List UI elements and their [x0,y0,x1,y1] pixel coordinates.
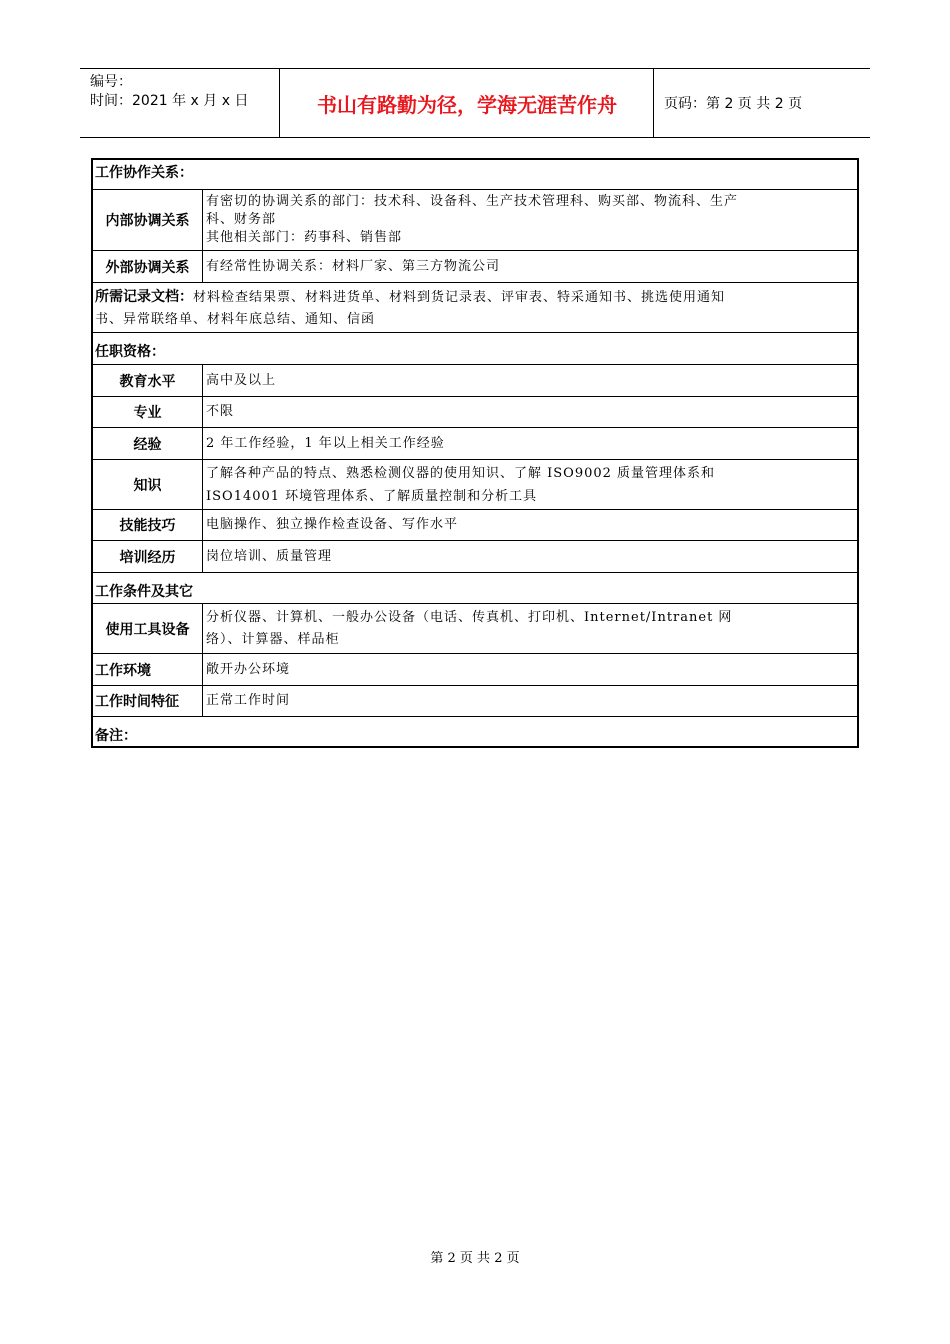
education-value: 高中及以上 [206,372,277,388]
records-content [93,283,857,331]
tools-value [206,604,855,653]
training-value: 岗位培训、质量管理 [206,548,333,564]
environment-label: 工作环境 [93,654,203,685]
page-header [80,68,870,138]
tools-line-1: 分析仪器、计算机、一般办公设备（电话、传真机、打印机、Internet/Intranet 网 [206,609,733,625]
skills-row [93,510,857,541]
conditions-section-title: 工作条件及其它 [93,573,857,604]
skills-label: 技能技巧 [93,510,203,540]
training-label: 培训经历 [93,541,203,572]
internal-coordination-value [206,190,855,250]
number-label: 编号： [90,74,132,90]
cooperation-section-title: 工作协作关系： [93,160,857,190]
header-meta [80,69,280,137]
knowledge-label: 知识 [93,460,203,509]
environment-row [93,654,857,686]
major-value: 不限 [206,404,235,419]
knowledge-row [93,460,857,510]
knowledge-value [206,460,855,509]
environment-value: 敞开办公环境 [206,661,291,677]
internal-coordination-label: 内部协调关系 [93,190,203,250]
experience-label: 经验 [93,428,203,459]
header-page-info: 页码：第 2 页 共 2 页 [664,96,803,112]
external-coordination-row [93,251,857,283]
major-label: 专业 [93,397,203,427]
major-row [93,397,857,428]
tools-row [93,604,857,654]
page-footer: 第 2 页 共 2 页 [430,1251,520,1266]
external-coordination-label: 外部协调关系 [93,251,203,282]
qualification-section-title: 任职资格： [93,333,857,365]
work-time-value: 正常工作时间 [206,693,291,708]
internal-line-1: 有密切的协调关系的部门：技术科、设备科、生产技术管理科、购买部、物流科、生产 [206,194,739,209]
time-label: 时间：2021 年 x 月 x 日 [90,93,249,109]
education-row [93,365,857,397]
experience-row [93,428,857,460]
work-time-label: 工作时间特征 [93,686,203,716]
header-motto: 书山有路勤为径，学海无涯苦作舟 [281,69,654,137]
education-label: 教育水平 [93,365,203,396]
internal-coordination-row [93,190,857,251]
external-coordination-value: 有经常性协调关系：材料厂家、第三方物流公司 [206,258,501,274]
tools-line-2: 络）、计算器、样品柜 [206,631,340,647]
experience-value: 2 年工作经验，1 年以上相关工作经验 [206,435,445,451]
knowledge-line-2: ISO14001 环境管理体系、了解质量控制和分析工具 [206,488,538,504]
knowledge-line-1: 了解各种产品的特点、熟悉检测仪器的使用知识、了解 ISO9002 质量管理体系和 [206,465,716,481]
records-line-1: 材料检查结果票、材料进货单、材料到货记录表、评审表、特采通知书、挑选使用通知 [193,290,726,305]
work-time-row [93,686,857,717]
internal-line-2: 科、财务部 [206,212,277,227]
records-line-2: 书、异常联络单、材料年底总结、通知、信函 [95,312,376,327]
internal-line-3: 其他相关部门：药事科、销售部 [206,230,403,245]
skills-value: 电脑操作、独立操作检查设备、写作水平 [206,517,459,532]
training-row [93,541,857,573]
tools-label: 使用工具设备 [93,604,203,653]
records-label: 所需记录文档： [95,289,193,305]
job-description-table [91,158,859,748]
remarks-title: 备注： [95,728,137,744]
records-row [93,283,857,333]
